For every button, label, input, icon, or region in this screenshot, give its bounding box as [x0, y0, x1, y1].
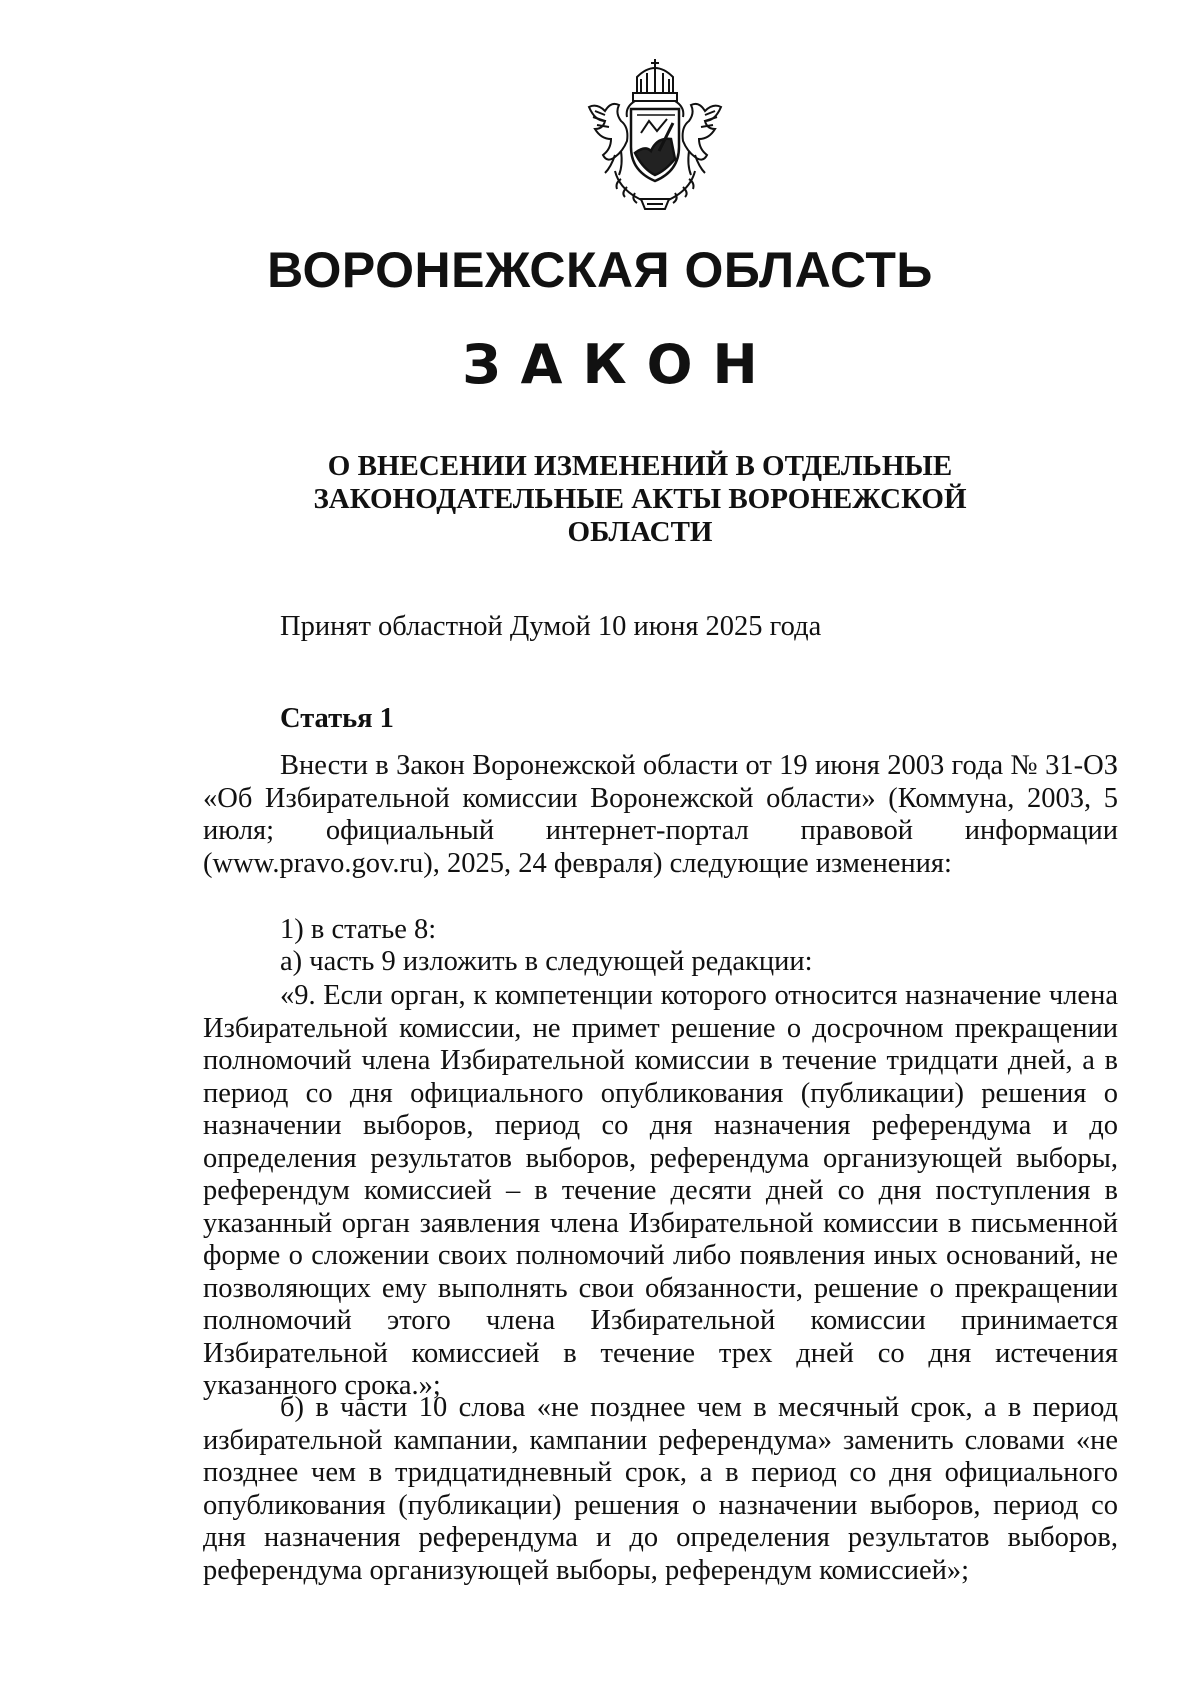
document-type: ЗАКОН: [462, 333, 778, 396]
item-1: 1) в статье 8:: [280, 914, 437, 945]
article-intro-paragraph: Внести в Закон Воронежской области от 19 июня 2003 года № 31-ОЗ «Об Избирательной комиссии Воронежской области» (Коммуна, 2003, 5 июля; официальный интернет-портал правовой информации (www.pravo.gov.ru), 2025, 24 февраля) следующие изменения:: [203, 750, 1118, 879]
law-title-line: ЗАКОНОДАТЕЛЬНЫЕ АКТЫ ВОРОНЕЖСКОЙ: [313, 483, 967, 515]
item-1a-text: «9. Если орган, к компетенции которого относится назначение члена Избирательной комиссии, не примет решение о досрочном прекращении полномочий члена Избирательной комиссии в течение тридцати дней, а в период со дня официального опубликования (публикации) решения о назначении выборов, период со дня назначения референдума и до определения результатов выборов, референдума организующей выборы, референдум комиссией – в течение десяти дней со дня поступления в указанный орган заявления члена Избирательной комиссии в письменной форме о сложении своих полномочий либо появления иных оснований, не позволяющих ему выполнять свои обязанности, решение о прекращении полномочий этого члена Избирательной комиссии принимается Избирательной комиссией в течение трех дней со дня истечения указанного срока.»;: [203, 980, 1118, 1401]
article-heading: Статья 1: [280, 703, 394, 734]
adoption-date: Принят областной Думой 10 июня 2025 года: [280, 611, 822, 642]
region-title: ВОРОНЕЖСКАЯ ОБЛАСТЬ: [267, 242, 933, 298]
law-title-line: О ВНЕСЕНИИ ИЗМЕНЕНИЙ В ОТДЕЛЬНЫЕ: [327, 450, 953, 482]
law-title: [280, 450, 1000, 549]
coat-of-arms-icon: [575, 55, 735, 215]
item-1b: б) в части 10 слова «не позднее чем в месячный срок, а в период избирательной кампании, кампании референдума» заменить словами «не позднее чем в тридцатидневный срок, а в период со дня официального опубликования (публикации) решения о назначении выборов, период со дня назначения референдума и до определения результатов выборов, референдума организующей выборы, референдум комиссией»;: [203, 1392, 1118, 1586]
item-1a: а) часть 9 изложить в следующей редакции:: [280, 946, 813, 977]
law-title-line: ОБЛАСТИ: [567, 516, 713, 548]
